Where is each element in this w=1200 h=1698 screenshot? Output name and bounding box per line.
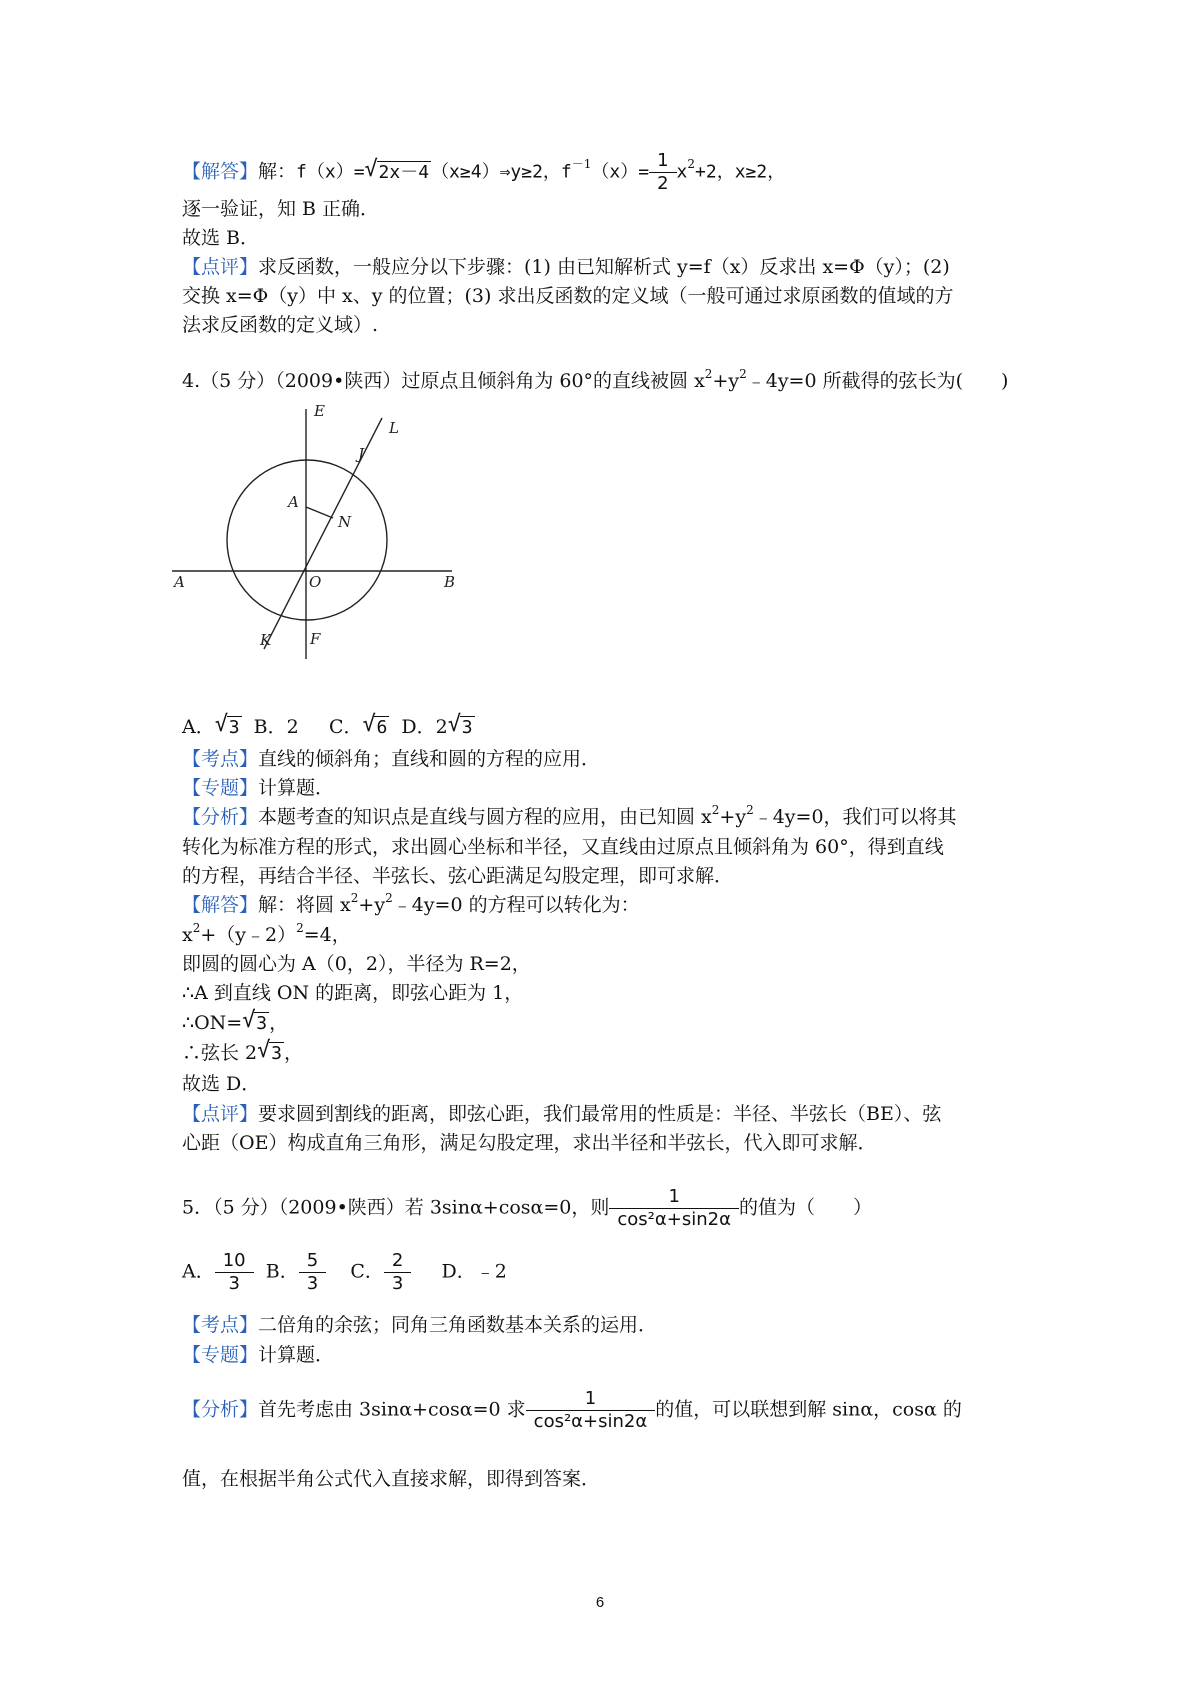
q4-jieda-4: ∴A 到直线 ON 的距离，即弦心距为 1， bbox=[182, 982, 524, 1004]
q4-options: A． √ 3 B．2 C． √ 6 D．2 √ 3 bbox=[182, 712, 473, 738]
label-n: N bbox=[338, 513, 352, 531]
circle bbox=[227, 460, 387, 620]
q4-dianping-1: 【点评】要求圆到割线的距离，即弦心距，我们最常用的性质是：半径、半弦长（BE）、弦 bbox=[182, 1103, 942, 1125]
q4-jieda-6: ∴弦长 2 √ 3 ， bbox=[182, 1038, 303, 1064]
label-k: K bbox=[260, 631, 272, 649]
label-a-center: A bbox=[288, 493, 299, 511]
q3-comment-line-3: 法求反函数的定义域）. bbox=[182, 314, 379, 336]
q4-jieda-5: ∴ON= √ 3 ， bbox=[182, 1008, 289, 1034]
fraction: $\frac{1}{\text{cos²α+sin2α}}$ bbox=[609, 1186, 739, 1231]
q4-fenxi-3: 的方程，再结合半径、半弦长、弦心距满足勾股定理，即可求解． bbox=[182, 865, 734, 887]
q3-verify-line: 逐一验证，知 B 正确． bbox=[182, 198, 380, 220]
q4-fenxi-2: 转化为标准方程的形式，求出圆心坐标和半径，又直线由过原点且倾斜角为 60°，得到直线 bbox=[182, 836, 944, 858]
q3-answer-line: 【解答】解：f（x）= √ 2x－4 （x≥4）⇒y≥2，$f^{-1}(x)=$ $\frac{1}{2}$ $x^2+2$，x≥2， bbox=[182, 150, 786, 194]
q5-fenxi-2: 值，在根据半角公式代入直接求解，即得到答案． bbox=[182, 1468, 601, 1490]
label-o: O bbox=[309, 573, 322, 591]
q5-title: 5．（5 分）（2009•陕西）若 3sinα+cosα=0，则 $\frac{1}{\text{cos²α+sin2α}}$ 的值为（ ） bbox=[182, 1186, 872, 1230]
q4-dianping-2: 心距（OE）构成直角三角形，满足勾股定理，求出半径和半弦长，代入即可求解． bbox=[182, 1132, 877, 1154]
label-j: J bbox=[358, 445, 365, 463]
q3-choice-line: 故选 B． bbox=[182, 227, 260, 249]
circle-line-figure bbox=[174, 402, 456, 669]
q5-fenxi-1: 【分析】首先考虑由 3sinα+cosα=0 求 $\frac{1}{\text{cos²α+sin2α}}$ 的值，可以联想到解 sinα，cosα 的 bbox=[182, 1388, 962, 1432]
q4-jieda-2: $x^2+(y﹣2)^2=4$， bbox=[182, 920, 351, 946]
q3-comment-line-1: 【点评】求反函数，一般应分以下步骤：(1) 由已知解析式 y=f（x）反求出 x=Φ（y）；(2) bbox=[182, 256, 950, 278]
page-number: 6 bbox=[595, 1594, 605, 1611]
distance-segment bbox=[306, 507, 333, 518]
sqrt-expression: √ 2x－4 bbox=[364, 156, 430, 183]
q3-comment-line-2: 交换 x=Φ（y）中 x、y 的位置；(3) 求出反函数的定义域（一般可通过求原函数的值域的方 bbox=[182, 285, 954, 307]
q4-zhuanti: 【专题】计算题． bbox=[182, 777, 335, 799]
label-a-axis: A bbox=[174, 573, 185, 591]
label-f: F bbox=[310, 630, 321, 648]
answer-tag: 【解答】 bbox=[182, 160, 259, 183]
q5-options: A． $\frac{10}{3}$ B． $\frac{5}{3}$ C． $\frac{2}{3}$ D．﹣2 bbox=[182, 1250, 507, 1294]
q5-kaodian: 【考点】二倍角的余弦；同角三角函数基本关系的运用． bbox=[182, 1314, 658, 1336]
label-e: E bbox=[314, 402, 325, 420]
q4-kaodian: 【考点】直线的倾斜角；直线和圆的方程的应用． bbox=[182, 748, 601, 770]
q5-zhuanti: 【专题】计算题． bbox=[182, 1344, 335, 1366]
secant-line bbox=[264, 418, 382, 649]
fraction: $\frac{1}{2}$ bbox=[649, 150, 676, 195]
fraction: $\frac{1}{\text{cos²α+sin2α}}$ bbox=[526, 1388, 656, 1433]
q4-jieda-7: 故选 D． bbox=[182, 1073, 261, 1095]
q4-fenxi-1: 【分析】本题考查的知识点是直线与圆方程的应用，由已知圆 $x^2+y^2﹣4y=0$，我们可以将其 bbox=[182, 802, 957, 828]
q4-title: 4.（5 分）（2009•陕西）过原点且倾斜角为 60°的直线被圆 $x^2+y^2﹣4y=0$ 所截得的弦长为( ) bbox=[182, 366, 1009, 392]
label-b: B bbox=[444, 573, 456, 591]
comment-tag: 【点评】 bbox=[182, 256, 259, 278]
label-l: L bbox=[389, 419, 399, 437]
q4-jieda-1: 【解答】解：将圆 $x^2+y^2﹣4y=0$ 的方程可以转化为： bbox=[182, 890, 640, 916]
q4-jieda-3: 即圆的圆心为 A（0，2），半径为 R=2， bbox=[182, 953, 531, 975]
